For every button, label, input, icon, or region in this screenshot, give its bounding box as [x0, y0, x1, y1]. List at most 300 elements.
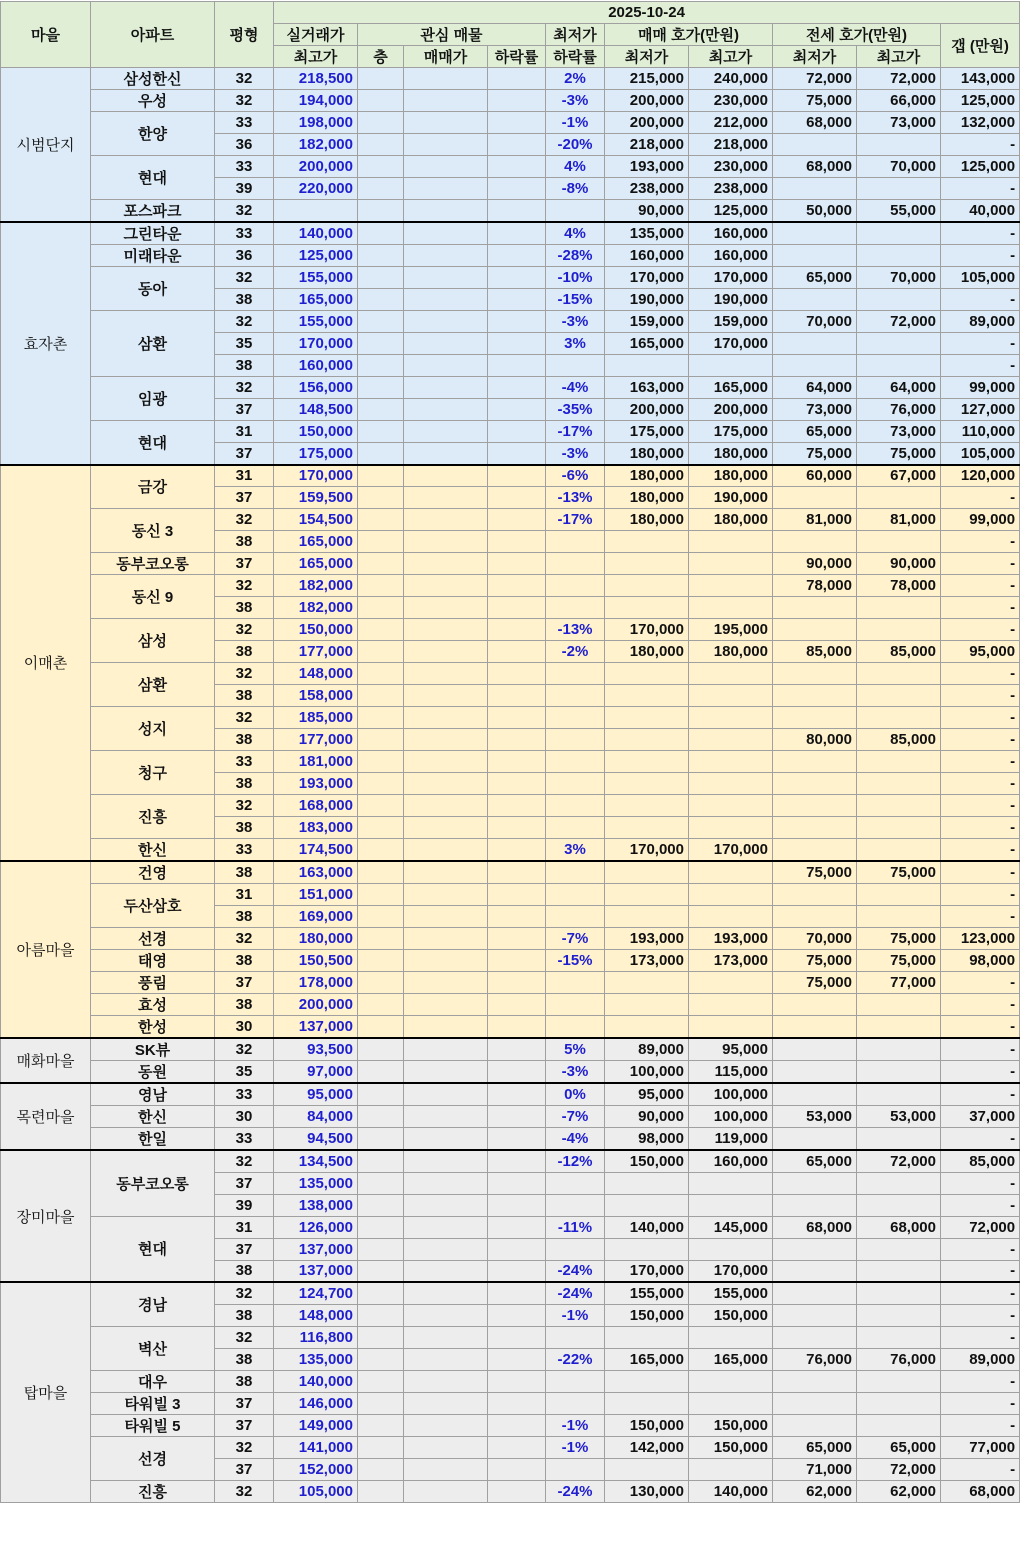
pyeong-cell: 38: [215, 817, 274, 839]
actual-price-cell: 220,000: [274, 178, 358, 200]
gap-cell: -: [941, 1083, 1020, 1106]
pyeong-cell: 33: [215, 751, 274, 773]
sale-low-cell: 155,000: [605, 1282, 689, 1304]
interest-drop-rate-cell: [488, 1282, 546, 1304]
sale-high-cell: 160,000: [689, 1150, 773, 1172]
jeonse-low-cell: [773, 839, 857, 862]
sale-high-cell: [689, 597, 773, 619]
interest-sale-price-cell: [404, 1083, 488, 1106]
interest-floor-cell: [358, 773, 404, 795]
sale-low-cell: 175,000: [605, 421, 689, 443]
interest-drop-rate-cell: [488, 399, 546, 421]
table-row: [1, 222, 1020, 245]
jeonse-low-cell: [773, 685, 857, 707]
gap-cell: 99,000: [941, 509, 1020, 531]
actual-price-cell: 163,000: [274, 861, 358, 884]
jeonse-high-cell: [857, 685, 941, 707]
jeonse-low-cell: 75,000: [773, 90, 857, 112]
interest-sale-price-cell: [404, 267, 488, 289]
apartment-name: 태영: [91, 950, 215, 972]
sale-low-cell: [605, 575, 689, 597]
actual-price-cell: 154,500: [274, 509, 358, 531]
table-row: [1, 156, 1020, 178]
header-jeonse-low: 최저가: [773, 46, 857, 68]
jeonse-low-cell: [773, 884, 857, 906]
interest-floor-cell: [358, 663, 404, 685]
table-row: [1, 1326, 1020, 1348]
apartment-name: 한신: [91, 1106, 215, 1128]
jeonse-low-cell: 70,000: [773, 311, 857, 333]
lowest-drop-rate-cell: [546, 1172, 605, 1194]
interest-drop-rate-cell: [488, 1016, 546, 1039]
interest-sale-price-cell: [404, 950, 488, 972]
jeonse-high-cell: [857, 531, 941, 553]
interest-drop-rate-cell: [488, 222, 546, 245]
interest-drop-rate-cell: [488, 443, 546, 465]
lowest-drop-rate-cell: [546, 729, 605, 751]
lowest-drop-rate-cell: 0%: [546, 1083, 605, 1106]
sale-low-cell: 170,000: [605, 267, 689, 289]
pyeong-cell: 30: [215, 1016, 274, 1039]
lowest-drop-rate-cell: -22%: [546, 1348, 605, 1370]
sale-low-cell: [605, 972, 689, 994]
jeonse-high-cell: [857, 773, 941, 795]
jeonse-high-cell: 55,000: [857, 200, 941, 223]
lowest-drop-rate-cell: [546, 1194, 605, 1216]
pyeong-cell: 37: [215, 1414, 274, 1436]
jeonse-high-cell: 68,000: [857, 1216, 941, 1238]
lowest-drop-rate-cell: -13%: [546, 487, 605, 509]
jeonse-low-cell: [773, 994, 857, 1016]
interest-floor-cell: [358, 1392, 404, 1414]
actual-price-cell: [274, 200, 358, 223]
jeonse-low-cell: [773, 795, 857, 817]
gap-cell: -: [941, 1304, 1020, 1326]
jeonse-low-cell: 75,000: [773, 861, 857, 884]
sale-high-cell: [689, 553, 773, 575]
header-sale-low: 최저가: [605, 46, 689, 68]
jeonse-high-cell: 85,000: [857, 729, 941, 751]
lowest-drop-rate-cell: -2%: [546, 641, 605, 663]
lowest-drop-rate-cell: [546, 597, 605, 619]
sale-low-cell: 238,000: [605, 178, 689, 200]
interest-floor-cell: [358, 487, 404, 509]
interest-floor-cell: [358, 222, 404, 245]
pyeong-cell: 33: [215, 1128, 274, 1151]
apartment-name: SK뷰: [91, 1038, 215, 1061]
apartment-name: 삼성: [91, 619, 215, 663]
interest-sale-price-cell: [404, 707, 488, 729]
gap-cell: 37,000: [941, 1106, 1020, 1128]
lowest-drop-rate-cell: -28%: [546, 245, 605, 267]
sale-high-cell: [689, 773, 773, 795]
lowest-drop-rate-cell: -15%: [546, 950, 605, 972]
header-jeonse-high: 최고가: [857, 46, 941, 68]
actual-price-cell: 125,000: [274, 245, 358, 267]
interest-sale-price-cell: [404, 112, 488, 134]
lowest-drop-rate-cell: -1%: [546, 1436, 605, 1458]
jeonse-low-cell: 75,000: [773, 950, 857, 972]
actual-price-cell: 148,000: [274, 663, 358, 685]
sale-high-cell: [689, 1326, 773, 1348]
pyeong-cell: 33: [215, 839, 274, 862]
gap-cell: -: [941, 1370, 1020, 1392]
apartment-name: 현대: [91, 421, 215, 465]
sale-low-cell: [605, 1458, 689, 1480]
interest-floor-cell: [358, 1083, 404, 1106]
interest-drop-rate-cell: [488, 685, 546, 707]
lowest-drop-rate-cell: -17%: [546, 421, 605, 443]
jeonse-low-cell: [773, 1370, 857, 1392]
interest-sale-price-cell: [404, 994, 488, 1016]
table-row: [1, 68, 1020, 90]
interest-drop-rate-cell: [488, 663, 546, 685]
lowest-drop-rate-cell: -4%: [546, 1128, 605, 1151]
lowest-drop-rate-cell: 4%: [546, 156, 605, 178]
actual-price-cell: 165,000: [274, 531, 358, 553]
actual-price-cell: 168,000: [274, 795, 358, 817]
pyeong-cell: 32: [215, 509, 274, 531]
lowest-drop-rate-cell: [546, 906, 605, 928]
header-apartment: 아파트: [91, 2, 215, 68]
interest-drop-rate-cell: [488, 817, 546, 839]
pyeong-cell: 31: [215, 1216, 274, 1238]
jeonse-low-cell: [773, 134, 857, 156]
lowest-drop-rate-cell: -15%: [546, 289, 605, 311]
actual-price-cell: 105,000: [274, 1480, 358, 1502]
jeonse-high-cell: [857, 134, 941, 156]
sale-high-cell: 180,000: [689, 465, 773, 487]
jeonse-high-cell: 75,000: [857, 928, 941, 950]
pyeong-cell: 38: [215, 1370, 274, 1392]
pyeong-cell: 38: [215, 1260, 274, 1282]
sale-high-cell: 173,000: [689, 950, 773, 972]
interest-floor-cell: [358, 641, 404, 663]
sale-low-cell: [605, 1326, 689, 1348]
sale-high-cell: 212,000: [689, 112, 773, 134]
gap-cell: 89,000: [941, 311, 1020, 333]
jeonse-high-cell: [857, 1370, 941, 1392]
header-drop-rate: 하락률: [488, 46, 546, 68]
sale-high-cell: 238,000: [689, 178, 773, 200]
sale-low-cell: 150,000: [605, 1414, 689, 1436]
sale-low-cell: [605, 707, 689, 729]
gap-cell: -: [941, 333, 1020, 355]
sale-low-cell: 200,000: [605, 399, 689, 421]
interest-drop-rate-cell: [488, 311, 546, 333]
jeonse-low-cell: [773, 178, 857, 200]
pyeong-cell: 36: [215, 245, 274, 267]
gap-cell: -: [941, 575, 1020, 597]
interest-drop-rate-cell: [488, 861, 546, 884]
sale-low-cell: 180,000: [605, 641, 689, 663]
interest-sale-price-cell: [404, 1304, 488, 1326]
lowest-drop-rate-cell: 3%: [546, 839, 605, 862]
interest-drop-rate-cell: [488, 112, 546, 134]
sale-high-cell: 180,000: [689, 641, 773, 663]
jeonse-high-cell: [857, 751, 941, 773]
actual-price-cell: 170,000: [274, 465, 358, 487]
pyeong-cell: 38: [215, 531, 274, 553]
table-row: [1, 1216, 1020, 1238]
table-row: [1, 575, 1020, 597]
table-row: [1, 377, 1020, 399]
pyeong-cell: 38: [215, 1304, 274, 1326]
jeonse-low-cell: 60,000: [773, 465, 857, 487]
apartment-name: 그린타운: [91, 222, 215, 245]
interest-drop-rate-cell: [488, 289, 546, 311]
jeonse-low-cell: 75,000: [773, 443, 857, 465]
actual-price-cell: 126,000: [274, 1216, 358, 1238]
interest-sale-price-cell: [404, 421, 488, 443]
jeonse-high-cell: [857, 289, 941, 311]
interest-drop-rate-cell: [488, 1038, 546, 1061]
sale-low-cell: 98,000: [605, 1128, 689, 1151]
interest-sale-price-cell: [404, 311, 488, 333]
interest-sale-price-cell: [404, 1370, 488, 1392]
jeonse-high-cell: [857, 487, 941, 509]
interest-drop-rate-cell: [488, 1326, 546, 1348]
apartment-name: 건영: [91, 861, 215, 884]
interest-drop-rate-cell: [488, 1106, 546, 1128]
lowest-drop-rate-cell: [546, 773, 605, 795]
lowest-drop-rate-cell: [546, 795, 605, 817]
sale-high-cell: [689, 795, 773, 817]
gap-cell: 125,000: [941, 90, 1020, 112]
actual-price-cell: 149,000: [274, 1414, 358, 1436]
jeonse-low-cell: [773, 1083, 857, 1106]
jeonse-low-cell: 85,000: [773, 641, 857, 663]
pyeong-cell: 32: [215, 267, 274, 289]
jeonse-high-cell: [857, 1304, 941, 1326]
jeonse-high-cell: [857, 245, 941, 267]
header-gap: 갭 (만원): [941, 24, 1020, 68]
lowest-drop-rate-cell: [546, 861, 605, 884]
interest-sale-price-cell: [404, 178, 488, 200]
interest-floor-cell: [358, 553, 404, 575]
interest-drop-rate-cell: [488, 619, 546, 641]
sale-low-cell: 218,000: [605, 134, 689, 156]
interest-floor-cell: [358, 1458, 404, 1480]
sale-high-cell: 170,000: [689, 839, 773, 862]
jeonse-high-cell: [857, 839, 941, 862]
interest-drop-rate-cell: [488, 1238, 546, 1260]
lowest-drop-rate-cell: -20%: [546, 134, 605, 156]
interest-floor-cell: [358, 399, 404, 421]
interest-drop-rate-cell: [488, 751, 546, 773]
gap-cell: -: [941, 1128, 1020, 1151]
lowest-drop-rate-cell: [546, 1238, 605, 1260]
lowest-drop-rate-cell: -35%: [546, 399, 605, 421]
jeonse-high-cell: [857, 333, 941, 355]
interest-floor-cell: [358, 1038, 404, 1061]
header-sale-high: 최고가: [689, 46, 773, 68]
interest-floor-cell: [358, 90, 404, 112]
jeonse-high-cell: 76,000: [857, 399, 941, 421]
lowest-drop-rate-cell: [546, 355, 605, 377]
interest-floor-cell: [358, 751, 404, 773]
actual-price-cell: 156,000: [274, 377, 358, 399]
actual-price-cell: 152,000: [274, 1458, 358, 1480]
interest-sale-price-cell: [404, 1150, 488, 1172]
interest-sale-price-cell: [404, 487, 488, 509]
actual-price-cell: 84,000: [274, 1106, 358, 1128]
header-actual-price-line1: 실거래가: [274, 24, 358, 46]
table-row: [1, 465, 1020, 487]
interest-floor-cell: [358, 1370, 404, 1392]
village-name: 목련마을: [1, 1083, 91, 1150]
pyeong-cell: 32: [215, 1150, 274, 1172]
village-name: 시범단지: [1, 68, 91, 223]
jeonse-high-cell: 64,000: [857, 377, 941, 399]
interest-drop-rate-cell: [488, 1194, 546, 1216]
interest-floor-cell: [358, 1260, 404, 1282]
gap-cell: 123,000: [941, 928, 1020, 950]
interest-floor-cell: [358, 1414, 404, 1436]
table-row: [1, 90, 1020, 112]
jeonse-high-cell: [857, 884, 941, 906]
jeonse-high-cell: 65,000: [857, 1436, 941, 1458]
jeonse-low-cell: 73,000: [773, 399, 857, 421]
interest-floor-cell: [358, 928, 404, 950]
gap-cell: -: [941, 1260, 1020, 1282]
pyeong-cell: 32: [215, 1326, 274, 1348]
sale-low-cell: 90,000: [605, 1106, 689, 1128]
lowest-drop-rate-cell: -6%: [546, 465, 605, 487]
interest-floor-cell: [358, 1194, 404, 1216]
jeonse-low-cell: 50,000: [773, 200, 857, 223]
jeonse-high-cell: [857, 1038, 941, 1061]
pyeong-cell: 32: [215, 377, 274, 399]
interest-sale-price-cell: [404, 972, 488, 994]
gap-cell: -: [941, 861, 1020, 884]
interest-sale-price-cell: [404, 663, 488, 685]
lowest-drop-rate-cell: -7%: [546, 928, 605, 950]
village-name: 아름마을: [1, 861, 91, 1038]
sale-high-cell: 180,000: [689, 443, 773, 465]
sale-low-cell: [605, 663, 689, 685]
jeonse-high-cell: [857, 1392, 941, 1414]
interest-sale-price-cell: [404, 399, 488, 421]
sale-high-cell: 190,000: [689, 487, 773, 509]
table-row: [1, 928, 1020, 950]
table-row: [1, 1480, 1020, 1502]
interest-drop-rate-cell: [488, 1392, 546, 1414]
gap-cell: 99,000: [941, 377, 1020, 399]
pyeong-cell: 38: [215, 906, 274, 928]
jeonse-low-cell: [773, 1128, 857, 1151]
jeonse-low-cell: [773, 1172, 857, 1194]
actual-price-cell: 137,000: [274, 1238, 358, 1260]
jeonse-high-cell: 77,000: [857, 972, 941, 994]
sale-low-cell: 89,000: [605, 1038, 689, 1061]
pyeong-cell: 33: [215, 156, 274, 178]
sale-high-cell: 100,000: [689, 1083, 773, 1106]
interest-sale-price-cell: [404, 1326, 488, 1348]
lowest-drop-rate-cell: [546, 1016, 605, 1039]
pyeong-cell: 37: [215, 1172, 274, 1194]
apartment-price-table: [0, 1, 1020, 1503]
interest-floor-cell: [358, 1106, 404, 1128]
jeonse-low-cell: 62,000: [773, 1480, 857, 1502]
sale-low-cell: 165,000: [605, 333, 689, 355]
pyeong-cell: 37: [215, 972, 274, 994]
lowest-drop-rate-cell: -3%: [546, 1061, 605, 1084]
sale-high-cell: [689, 1392, 773, 1414]
apartment-name: 임광: [91, 377, 215, 421]
interest-drop-rate-cell: [488, 839, 546, 862]
sale-high-cell: 175,000: [689, 421, 773, 443]
interest-floor-cell: [358, 465, 404, 487]
table-row: [1, 1128, 1020, 1151]
sale-high-cell: 115,000: [689, 1061, 773, 1084]
interest-floor-cell: [358, 861, 404, 884]
apartment-name: 진흥: [91, 1480, 215, 1502]
pyeong-cell: 37: [215, 1392, 274, 1414]
interest-drop-rate-cell: [488, 509, 546, 531]
actual-price-cell: 116,800: [274, 1326, 358, 1348]
jeonse-high-cell: [857, 994, 941, 1016]
lowest-drop-rate-cell: [546, 817, 605, 839]
sale-low-cell: [605, 685, 689, 707]
interest-floor-cell: [358, 421, 404, 443]
gap-cell: 127,000: [941, 399, 1020, 421]
gap-cell: -: [941, 289, 1020, 311]
lowest-drop-rate-cell: 4%: [546, 222, 605, 245]
interest-drop-rate-cell: [488, 553, 546, 575]
interest-sale-price-cell: [404, 1061, 488, 1084]
apartment-name: 한성: [91, 1016, 215, 1039]
gap-cell: -: [941, 773, 1020, 795]
sale-low-cell: [605, 553, 689, 575]
sale-low-cell: 90,000: [605, 200, 689, 223]
pyeong-cell: 36: [215, 134, 274, 156]
table-row: [1, 1414, 1020, 1436]
sale-low-cell: 100,000: [605, 1061, 689, 1084]
actual-price-cell: 93,500: [274, 1038, 358, 1061]
actual-price-cell: 151,000: [274, 884, 358, 906]
jeonse-high-cell: 72,000: [857, 1458, 941, 1480]
interest-floor-cell: [358, 134, 404, 156]
jeonse-high-cell: 75,000: [857, 443, 941, 465]
interest-drop-rate-cell: [488, 773, 546, 795]
interest-sale-price-cell: [404, 245, 488, 267]
jeonse-low-cell: 78,000: [773, 575, 857, 597]
lowest-drop-rate-cell: [546, 972, 605, 994]
sale-low-cell: 170,000: [605, 839, 689, 862]
apartment-name: 타워빌 3: [91, 1392, 215, 1414]
interest-drop-rate-cell: [488, 972, 546, 994]
actual-price-cell: 182,000: [274, 575, 358, 597]
actual-price-cell: 200,000: [274, 994, 358, 1016]
actual-price-cell: 170,000: [274, 333, 358, 355]
sale-high-cell: 150,000: [689, 1304, 773, 1326]
interest-drop-rate-cell: [488, 245, 546, 267]
actual-price-cell: 183,000: [274, 817, 358, 839]
jeonse-low-cell: [773, 245, 857, 267]
interest-floor-cell: [358, 839, 404, 862]
interest-sale-price-cell: [404, 1216, 488, 1238]
gap-cell: 120,000: [941, 465, 1020, 487]
header-interest-listing: 관심 매물: [358, 24, 546, 46]
interest-floor-cell: [358, 112, 404, 134]
sale-low-cell: 193,000: [605, 156, 689, 178]
actual-price-cell: 158,000: [274, 685, 358, 707]
jeonse-high-cell: 66,000: [857, 90, 941, 112]
table-row: [1, 861, 1020, 884]
interest-drop-rate-cell: [488, 487, 546, 509]
table-row: [1, 509, 1020, 531]
